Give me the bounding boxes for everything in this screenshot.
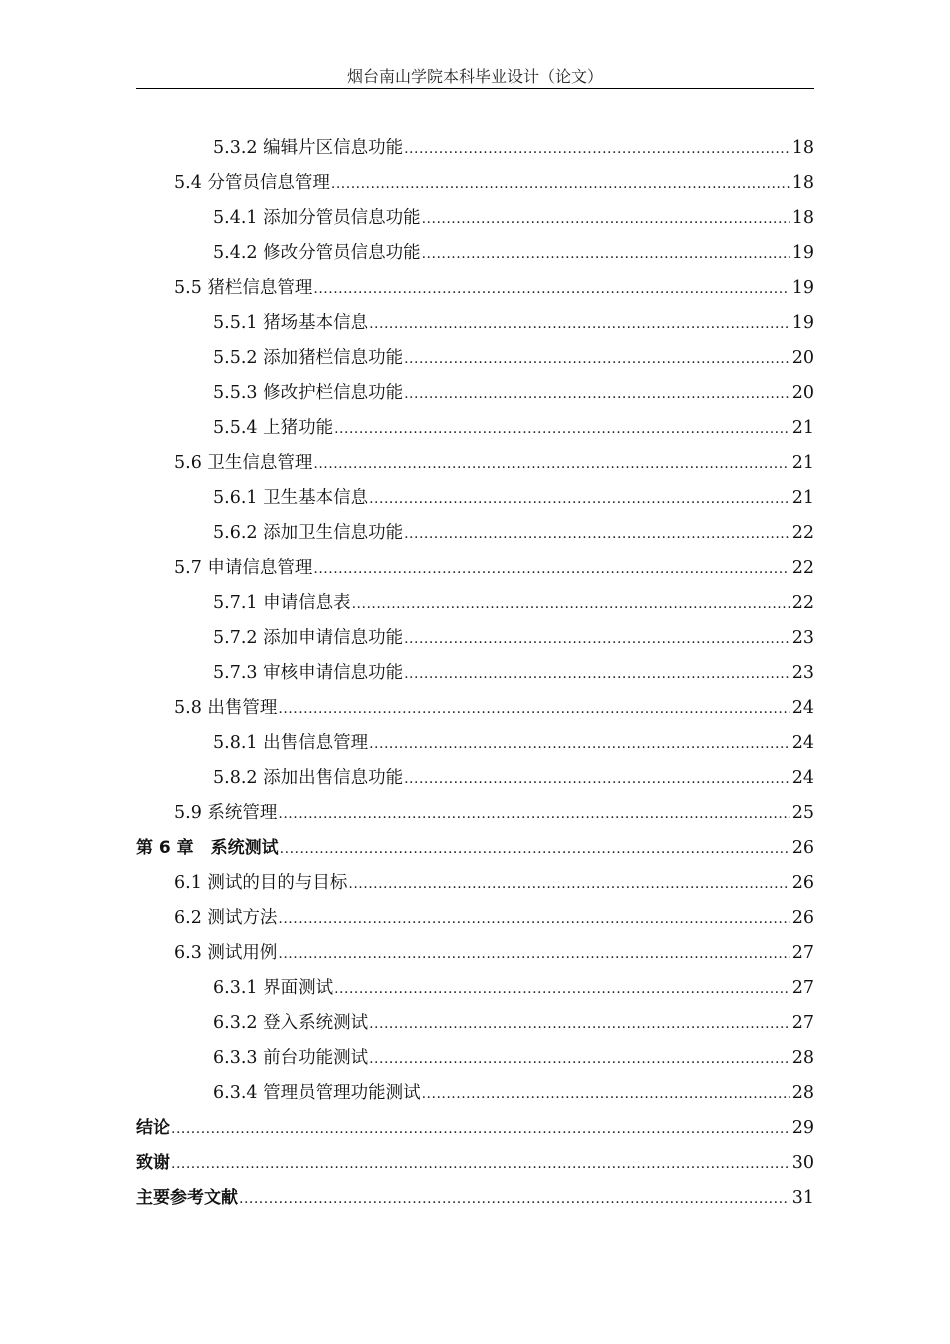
toc-page-number: 27 [791, 978, 814, 998]
toc-page-number: 26 [791, 908, 814, 928]
toc-entry-title: 6.3.1 界面测试 [213, 978, 334, 998]
toc-dot-leader [313, 272, 789, 307]
toc-page-number: 19 [791, 243, 814, 263]
toc-entry[interactable] [136, 1041, 814, 1076]
toc-dot-leader [278, 937, 789, 972]
toc-page-number: 24 [791, 733, 814, 753]
toc-entry[interactable] [136, 1006, 814, 1041]
header-title: 烟台南山学院本科毕业设计（论文） [346, 67, 603, 86]
toc-entry[interactable] [136, 516, 814, 551]
toc-entry-title: 5.4.1 添加分管员信息功能 [213, 208, 421, 228]
toc-entry[interactable] [136, 761, 814, 796]
toc-entry[interactable] [136, 481, 814, 516]
toc-entry-title: 6.2 测试方法 [174, 908, 278, 928]
toc-entry[interactable] [136, 446, 814, 481]
toc-entry-title: 5.9 系统管理 [174, 803, 278, 823]
toc-entry-title: 6.1 测试的目的与目标 [174, 873, 348, 893]
toc-dot-leader [422, 1077, 790, 1112]
toc-page-number: 21 [791, 418, 814, 438]
toc-dot-leader [313, 447, 789, 482]
toc-page-number: 18 [791, 173, 814, 193]
toc-entry-title: 5.8.1 出售信息管理 [213, 733, 369, 753]
toc-entry-title: 5.5 猪栏信息管理 [174, 278, 313, 298]
toc-dot-leader [313, 552, 789, 587]
toc-page-number: 22 [791, 558, 814, 578]
toc-page-number: 20 [791, 383, 814, 403]
toc-dot-leader [278, 692, 789, 727]
toc-dot-leader [422, 237, 790, 272]
toc-entry[interactable] [136, 656, 814, 691]
toc-entry[interactable] [136, 306, 814, 341]
page-header [136, 66, 814, 89]
toc-entry[interactable] [136, 551, 814, 586]
toc-entry[interactable] [136, 936, 814, 971]
toc-page-number: 23 [791, 628, 814, 648]
toc-page-number: 25 [791, 803, 814, 823]
toc-page-number: 19 [791, 278, 814, 298]
toc-entry[interactable] [136, 1181, 814, 1216]
toc-entry[interactable] [136, 131, 814, 166]
toc-dot-leader [348, 867, 789, 902]
toc-dot-leader [369, 1042, 790, 1077]
toc-entry-title: 5.8 出售管理 [174, 698, 278, 718]
toc-entry[interactable] [136, 586, 814, 621]
toc-entry[interactable] [136, 1146, 814, 1181]
toc-page-number: 18 [791, 138, 814, 158]
toc-entry-title: 第 6 章 系统测试 [136, 838, 279, 858]
toc-page-number: 24 [791, 698, 814, 718]
toc-entry[interactable] [136, 1076, 814, 1111]
toc-entry-title: 5.7.2 添加申请信息功能 [213, 628, 404, 648]
toc-entry-title: 主要参考文献 [136, 1188, 238, 1208]
toc-page-number: 21 [791, 453, 814, 473]
toc-entry-title: 5.7.1 申请信息表 [213, 593, 351, 613]
toc-dot-leader [404, 517, 790, 552]
toc-dot-leader [404, 657, 790, 692]
toc-page-number: 20 [791, 348, 814, 368]
toc-dot-leader [280, 832, 790, 867]
toc-entry[interactable] [136, 411, 814, 446]
toc-dot-leader [404, 762, 790, 797]
toc-entry-title: 5.4.2 修改分管员信息功能 [213, 243, 421, 263]
toc-entry[interactable] [136, 866, 814, 901]
toc-page-number: 22 [791, 593, 814, 613]
toc-entry-title: 5.6.2 添加卫生信息功能 [213, 523, 404, 543]
toc-page-number: 27 [791, 943, 814, 963]
toc-dot-leader [404, 132, 790, 167]
toc-entry[interactable] [136, 691, 814, 726]
toc-page-number: 18 [791, 208, 814, 228]
toc-dot-leader [331, 167, 790, 202]
toc-page-number: 24 [791, 768, 814, 788]
toc-entry[interactable] [136, 831, 814, 866]
toc-dot-leader [369, 307, 790, 342]
toc-entry-title: 5.7 申请信息管理 [174, 558, 313, 578]
toc-entry-title: 5.5.1 猪场基本信息 [213, 313, 369, 333]
toc-entry[interactable] [136, 271, 814, 306]
toc-entry-title: 5.8.2 添加出售信息功能 [213, 768, 404, 788]
toc-page-number: 26 [791, 873, 814, 893]
toc-dot-leader [369, 1007, 790, 1042]
toc-page-number: 28 [791, 1083, 814, 1103]
toc-entry[interactable] [136, 201, 814, 236]
toc-dot-leader [404, 622, 790, 657]
toc-entry[interactable] [136, 796, 814, 831]
toc-entry-title: 5.3.2 编辑片区信息功能 [213, 138, 404, 158]
toc-entry-title: 5.4 分管员信息管理 [174, 173, 330, 193]
table-of-contents [136, 131, 814, 1216]
toc-entry[interactable] [136, 901, 814, 936]
toc-dot-leader [278, 797, 789, 832]
toc-dot-leader [369, 482, 790, 517]
toc-dot-leader [171, 1147, 790, 1182]
toc-page-number: 19 [791, 313, 814, 333]
toc-entry[interactable] [136, 1111, 814, 1146]
toc-dot-leader [352, 587, 790, 622]
toc-page-number: 30 [791, 1153, 814, 1173]
toc-page-number: 21 [791, 488, 814, 508]
toc-entry-title: 5.5.3 修改护栏信息功能 [213, 383, 404, 403]
toc-entry-title: 5.6.1 卫生基本信息 [213, 488, 369, 508]
toc-dot-leader [278, 902, 789, 937]
toc-page-number: 31 [791, 1188, 814, 1208]
toc-entry-title: 5.5.4 上猪功能 [213, 418, 334, 438]
toc-entry[interactable] [136, 726, 814, 761]
toc-entry-title: 6.3.4 管理员管理功能测试 [213, 1083, 421, 1103]
toc-entry-title: 6.3 测试用例 [174, 943, 278, 963]
toc-dot-leader [239, 1182, 790, 1217]
toc-dot-leader [334, 972, 790, 1007]
toc-dot-leader [404, 377, 790, 412]
toc-entry-title: 致谢 [136, 1153, 170, 1173]
toc-entry[interactable] [136, 166, 814, 201]
toc-dot-leader [404, 342, 790, 377]
toc-entry-title: 5.5.2 添加猪栏信息功能 [213, 348, 404, 368]
toc-entry-title: 结论 [136, 1118, 170, 1138]
toc-entry[interactable] [136, 971, 814, 1006]
toc-page-number: 27 [791, 1013, 814, 1033]
toc-entry-title: 5.7.3 审核申请信息功能 [213, 663, 404, 683]
toc-dot-leader [369, 727, 790, 762]
toc-entry-title: 6.3.3 前台功能测试 [213, 1048, 369, 1068]
toc-entry-title: 5.6 卫生信息管理 [174, 453, 313, 473]
toc-dot-leader [334, 412, 790, 447]
toc-page-number: 26 [791, 838, 814, 858]
toc-page-number: 28 [791, 1048, 814, 1068]
toc-entry[interactable] [136, 376, 814, 411]
toc-entry[interactable] [136, 621, 814, 656]
toc-page-number: 22 [791, 523, 814, 543]
toc-entry[interactable] [136, 341, 814, 376]
toc-entry-title: 6.3.2 登入系统测试 [213, 1013, 369, 1033]
toc-dot-leader [171, 1112, 790, 1147]
toc-page-number: 29 [791, 1118, 814, 1138]
toc-page-number: 23 [791, 663, 814, 683]
toc-entry[interactable] [136, 236, 814, 271]
toc-dot-leader [422, 202, 790, 237]
